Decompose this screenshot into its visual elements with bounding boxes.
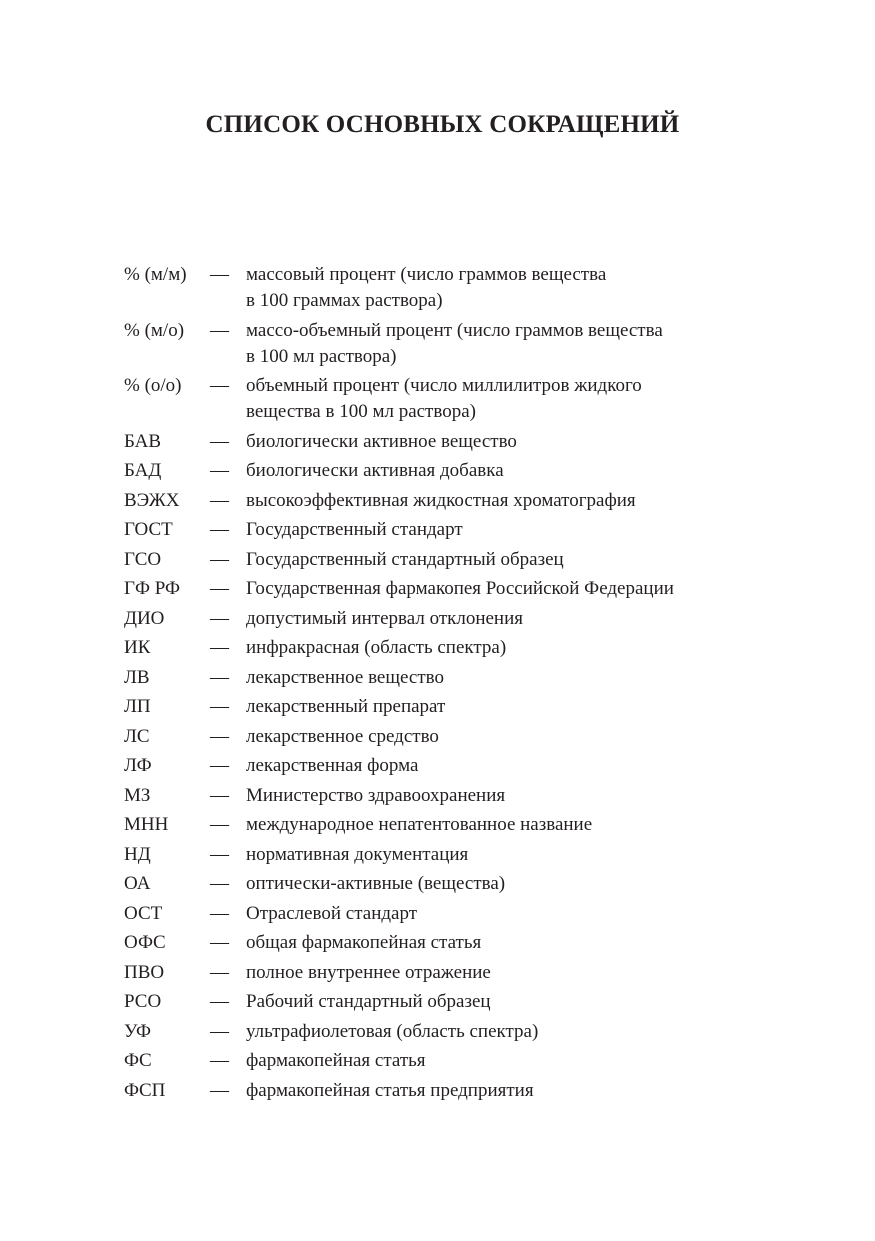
em-dash-separator: —: [210, 991, 229, 1012]
abbreviation-term: ГСО: [124, 548, 162, 570]
em-dash-separator: —: [210, 1079, 229, 1101]
definition-line: вещества в 100 мл раствора): [246, 401, 476, 422]
definition-line: лекарственный препарат: [246, 696, 446, 717]
abbreviation-term: ОА: [124, 873, 151, 894]
abbreviation-term: БАВ: [124, 430, 162, 452]
abbreviation-entry: [124, 842, 764, 868]
abbreviation-definition: [246, 373, 764, 425]
em-dash-separator: —: [210, 932, 229, 953]
abbreviation-entry: [124, 262, 764, 314]
definition-line: биологически активная добавка: [246, 460, 504, 481]
em-dash-separator: —: [210, 843, 229, 865]
definition-line: Отраслевой стандарт: [246, 902, 418, 924]
abbreviation-definition: [246, 576, 764, 602]
abbreviation-definition: [246, 812, 764, 838]
abbreviation-entry: [124, 1048, 764, 1074]
definition-line: лекарственное вещество: [246, 666, 444, 688]
em-dash-separator: —: [210, 578, 229, 599]
em-dash-separator: —: [210, 489, 229, 511]
abbreviation-term: НД: [124, 843, 151, 865]
abbreviation-definition: [246, 488, 764, 514]
abbreviation-definition: [246, 753, 764, 779]
abbreviation-term: ЛС: [124, 725, 150, 747]
abbreviation-term: ЛФ: [124, 755, 152, 776]
definition-line: в 100 граммах раствора): [246, 290, 443, 311]
definition-line: в 100 мл раствора): [246, 345, 397, 367]
abbreviation-definition: [246, 960, 764, 986]
abbreviation-entry: [124, 373, 764, 425]
abbreviation-definition: [246, 930, 764, 956]
em-dash-separator: —: [210, 548, 229, 570]
em-dash-separator: —: [210, 519, 229, 540]
abbreviation-entry: [124, 606, 764, 632]
abbreviation-definition: [246, 262, 764, 314]
abbreviation-definition: [246, 458, 764, 484]
abbreviation-term: ФСП: [124, 1079, 166, 1101]
definition-line: международное непатентованное название: [246, 814, 593, 835]
abbreviation-definition: [246, 635, 764, 661]
definition-line: инфракрасная (область спектра): [246, 637, 507, 658]
abbreviation-term: ОФС: [124, 932, 166, 953]
page-title: СПИСОК ОСНОВНЫХ СОКРАЩЕНИЙ: [205, 111, 680, 138]
abbreviation-term: ВЭЖХ: [124, 489, 180, 511]
abbreviation-definition: [246, 871, 764, 897]
abbreviation-term: % (о/о): [124, 375, 182, 396]
abbreviation-entry: [124, 429, 764, 455]
abbreviation-term: % (м/м): [124, 264, 187, 285]
definition-line: Государственный стандарт: [246, 519, 463, 540]
definition-line: допустимый интервал отклонения: [246, 607, 524, 629]
definition-line: лекарственное средство: [246, 725, 439, 747]
abbreviation-term: БАД: [124, 460, 162, 481]
abbreviation-entry: [124, 812, 764, 838]
definition-line: Государственная фармакопея Российской Федерации: [246, 578, 674, 599]
abbreviation-term: ДИО: [124, 607, 165, 629]
abbreviation-term: ГОСТ: [124, 519, 173, 540]
definition-line: массо-объемный процент (число граммов вещества: [246, 319, 663, 341]
abbreviation-definition: [246, 989, 764, 1015]
abbreviation-definition: [246, 547, 764, 573]
abbreviation-entry: [124, 458, 764, 484]
em-dash-separator: —: [210, 375, 229, 396]
definition-line: высокоэффективная жидкостная хроматография: [246, 489, 636, 511]
em-dash-separator: —: [210, 725, 229, 747]
abbreviation-entry: [124, 1019, 764, 1045]
abbreviation-definition: [246, 1048, 764, 1074]
definition-line: Министерство здравоохранения: [246, 784, 506, 806]
abbreviation-term: ЛВ: [124, 666, 150, 688]
abbreviation-entry: [124, 635, 764, 661]
abbreviation-definition: [246, 694, 764, 720]
abbreviation-entry: [124, 1078, 764, 1104]
definition-line: нормативная документация: [246, 843, 469, 865]
em-dash-separator: —: [210, 264, 229, 285]
abbreviation-list: [124, 262, 764, 1107]
em-dash-separator: —: [210, 902, 229, 924]
abbreviation-entry: [124, 488, 764, 514]
abbreviation-entry: [124, 753, 764, 779]
definition-line: биологически активное вещество: [246, 430, 517, 452]
abbreviation-entry: [124, 930, 764, 956]
definition-line: лекарственная форма: [246, 755, 419, 776]
abbreviation-definition: [246, 606, 764, 632]
abbreviation-entry: [124, 694, 764, 720]
em-dash-separator: —: [210, 1050, 229, 1071]
abbreviation-term: ЛП: [124, 696, 151, 717]
abbreviation-term: ФС: [124, 1050, 152, 1071]
definition-line: общая фармакопейная статья: [246, 932, 482, 953]
abbreviation-definition: [246, 783, 764, 809]
em-dash-separator: —: [210, 460, 229, 481]
em-dash-separator: —: [210, 696, 229, 717]
abbreviation-term: УФ: [124, 1020, 152, 1042]
definition-line: оптически-активные (вещества): [246, 873, 506, 894]
abbreviation-definition: [246, 1078, 764, 1104]
em-dash-separator: —: [210, 1020, 229, 1042]
abbreviation-definition: [246, 1019, 764, 1045]
abbreviation-term: ОСТ: [124, 902, 163, 924]
abbreviation-entry: [124, 783, 764, 809]
abbreviation-definition: [246, 429, 764, 455]
abbreviation-term: МНН: [124, 814, 169, 835]
em-dash-separator: —: [210, 755, 229, 776]
em-dash-separator: —: [210, 961, 229, 983]
definition-line: объемный процент (число миллилитров жидкого: [246, 375, 642, 396]
em-dash-separator: —: [210, 666, 229, 688]
abbreviation-entry: [124, 318, 764, 370]
abbreviation-term: ИК: [124, 637, 151, 658]
definition-line: фармакопейная статья: [246, 1050, 426, 1071]
definition-line: фармакопейная статья предприятия: [246, 1079, 534, 1101]
abbreviation-entry: [124, 576, 764, 602]
abbreviation-definition: [246, 842, 764, 868]
abbreviation-entry: [124, 989, 764, 1015]
abbreviation-entry: [124, 724, 764, 750]
em-dash-separator: —: [210, 607, 229, 629]
em-dash-separator: —: [210, 814, 229, 835]
abbreviation-term: % (м/о): [124, 319, 185, 341]
abbreviation-entry: [124, 960, 764, 986]
abbreviation-entry: [124, 871, 764, 897]
definition-line: полное внутреннее отражение: [246, 961, 491, 983]
em-dash-separator: —: [210, 430, 229, 452]
abbreviation-definition: [246, 318, 764, 370]
definition-line: Государственный стандартный образец: [246, 548, 564, 570]
abbreviation-entry: [124, 517, 764, 543]
em-dash-separator: —: [210, 319, 229, 341]
em-dash-separator: —: [210, 873, 229, 894]
abbreviation-definition: [246, 724, 764, 750]
em-dash-separator: —: [210, 784, 229, 806]
definition-line: ультрафиолетовая (область спектра): [246, 1020, 539, 1042]
abbreviation-definition: [246, 517, 764, 543]
abbreviation-term: РСО: [124, 991, 162, 1012]
abbreviation-term: ПВО: [124, 961, 165, 983]
abbreviation-entry: [124, 547, 764, 573]
abbreviation-definition: [246, 665, 764, 691]
definition-line: Рабочий стандартный образец: [246, 991, 491, 1012]
abbreviation-term: МЗ: [124, 784, 151, 806]
abbreviation-term: ГФ РФ: [124, 578, 180, 599]
abbreviation-entry: [124, 665, 764, 691]
definition-line: массовый процент (число граммов вещества: [246, 264, 607, 285]
em-dash-separator: —: [210, 637, 229, 658]
abbreviation-definition: [246, 901, 764, 927]
abbreviation-entry: [124, 901, 764, 927]
